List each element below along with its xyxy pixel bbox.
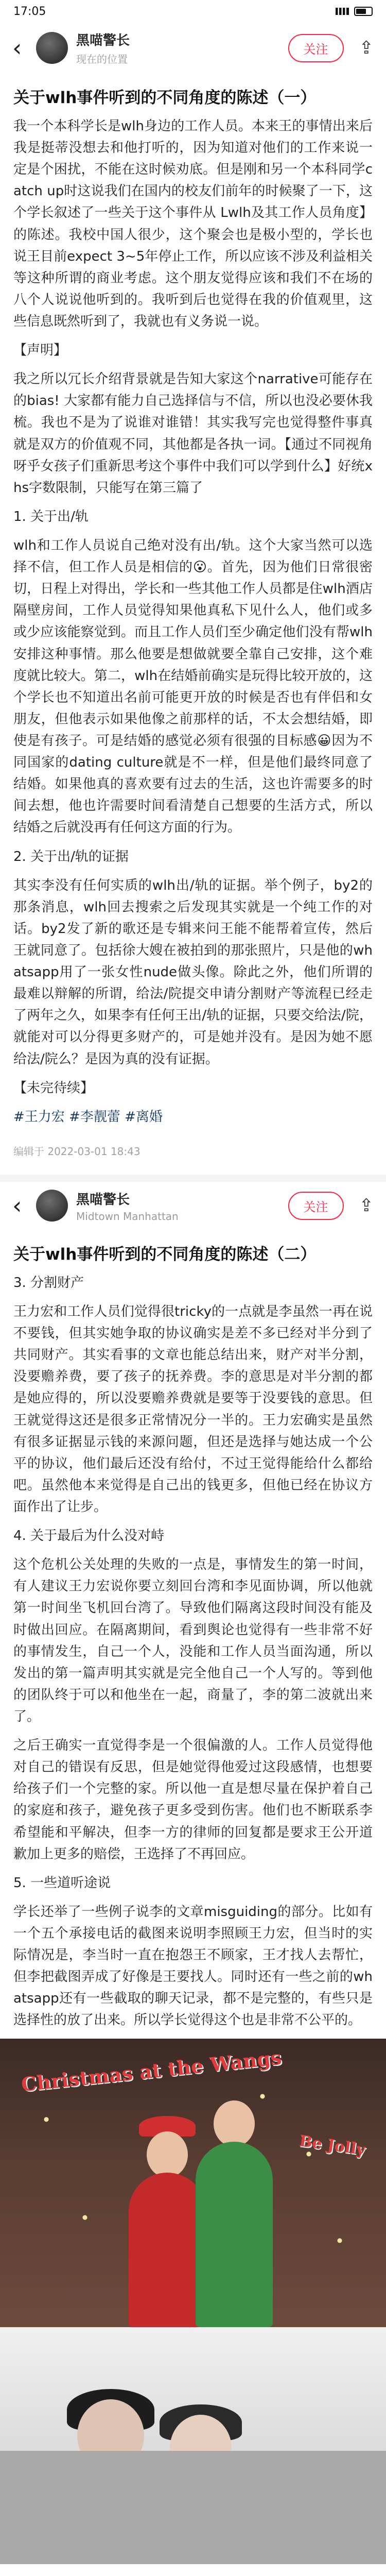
author-name[interactable]: 黑喵警长 [76,33,130,48]
author-block [76,30,280,66]
post-paragraph: 1. 关于出/轨 [13,509,89,524]
post-paragraph: 之后王确实一直觉得李是一个很偏激的人。工作人员觉得他对自己的错误有反思，但是她觉得他爱过这段感情，也想要给孩子们一个完整的家。所以他一直是想尽量在保护着自己的家庭和孩子，避免孩子更多受到伤害。他们也不断联系李希望能和平解决，但李一方的律师的回复都是要求王公开道歉加上更多的赔偿，王选择了不再回应。 [13,1738,373,1862]
post-meta [0,1135,386,1170]
follow-button[interactable]: 关注 [288,34,344,62]
post-photo[interactable] [0,2039,386,2327]
avatar[interactable] [36,32,68,64]
photo-caption: Christmas at the Wangs [20,2045,283,2096]
follow-button[interactable]: 关注 [288,1192,344,1220]
post-header [0,23,386,73]
post-paragraph: 这个危机公关处理的失败的一点是，事情发生的第一时间，有人建议王力宏说你要立刻回台湾和李见面协调，所以他就第一时间坐飞机回台湾了。导致他们隔离这段时间没有能及时做出回应。在隔离期间，看到舆论也觉得有一些非常不好的事情发生，自己一个人，没能和工作人员当面沟通，所以发出的第一篇声明其实就是完全他自己一个人写的。等到他的团队终于可以和他坐在一起，商量了，李的第二波就出来了。 [13,1557,373,1724]
person-figure [129,2173,206,2327]
post-title: 关于wlh事件听到的不同角度的陈述（一） [13,89,317,107]
post-title: 关于wlh事件听到的不同角度的陈述（二） [13,1245,317,1264]
post-body [0,73,386,1128]
post-paragraph: 2. 关于出/轨的证据 [13,849,129,865]
author-location: 现在的位置 [76,53,128,65]
share-icon[interactable]: ⇪ [359,1195,374,1216]
post-paragraph: wlh和工作人员说自己绝对没有出/轨。这个大家当然可以选择不信，但工作人员是相信的😮。首先，因为他们日常很密切，日程上对得出，学长和一些其他工作人员都是住wlh酒店隔壁房间，工作人员觉得知果他真私下见什么人，他们或多或少应该能察觉到。而且工作人员们至少确定他们没有帮wlh安排这种事情。那么他要是想做就要全靠自己安排，这个难度就比较大。第二，wlh在结婚前确实是玩得比较开放的，这个学长也不知道出名前可能更开放的时候是否也有伴侣和女朋友，但他表示如果他像之前那样的话，不太会想结婚，即使是有孩子。可是结婚的感觉必须有很强的目标感😀因为不同国家的dating culture就是不一样，但是他们最终同意了结婚。如果他真的喜欢要有过去的生活，这也许需要多的时间去想，他也许需要时间看清楚自己想要的生活方式，所以结婚之后就没再有任何这方面的行为。 [13,538,373,836]
post-photo[interactable] [0,2327,386,2564]
post-paragraph: 学长还举了一些例子说李的文章misguiding的部分。比如有一个五个承接电话的截图来说明李照顾王力宏，但当时的实际情况是，李当时一直在抱怨王不顾家，王才找人去帮忙，但李把截图弄成了好像是王要找人。同时还有一些之前的whatsapp还有一些截取的聊天记录，都不是完整的，有些只是选择性的放了出来。所以学长觉得这个也是非常不公平的。 [13,1904,373,2028]
post-header-2 [0,1182,386,1230]
post-paragraph: 3. 分割财产 [13,1275,84,1291]
post-paragraph: 其实李没有任何实质的wlh出/轨的证据。举个例子，by2的那条消息，wlh回去搜索之后发现其实就是一个纯工作的对话。by2发了新的歌还是专辑来问王能不能帮着宣传，然后王就同意了。包括徐大嫂在被拍到的那张照片，只是他的whatsapp用了一张女性nude做头像。除此之外，他们所谓的最难以辩解的所谓，给法/院提交申请分割财产等流程已经走了两年之久，如果李有任何王出/轨的证据，只要交给法/院，就能对可以分得更多财产的，可是她并没有。是因为她不愿给法/院么？是因为真的没有证据。 [13,877,373,1067]
post-hashtags[interactable]: #王力宏 #李靓蕾 #离婚 [13,1109,163,1125]
person-head [147,2131,188,2178]
back-icon[interactable]: ‹ [12,34,22,62]
post-paragraph: 5. 一些道听途说 [13,1875,111,1891]
status-icons [336,7,373,16]
blanket [0,2451,386,2564]
photo-caption: Be Jolly [297,2131,366,2159]
battery-icon [354,7,373,16]
avatar[interactable] [36,1190,68,1222]
author-block [76,1189,280,1223]
person-figure [196,2142,273,2327]
post-paragraph: 我一个本科学长是wlh身边的工作人员。本来王的事情出来后我是挺蒂没想去和他打听的，因为知道对他们的工作来说一定是个困扰，不能在这时候劝底。但是刚和另一个本科同学catch up时这说我们在国内的校友们前年的时候聚了一下，这个学长叙述了一些关于这个事件从 Lwlh及其工作人员角度】的陈述。我校中国人很少，这个聚会也是极小型的，学长也说王目前expect 3~5年停止工作，所以应该不涉及利益相关等这种所谓的商业考虑。这个朋友觉得应该和我们不在场的八个人说说他听到的。我听到后也觉得在我的价值观里，这些信息既然听到了，我就也有义务说一说。 [13,118,373,330]
section-divider [0,1175,386,1182]
status-time: 17:05 [13,5,46,18]
post-paragraph: 我之所以冗长介绍背景就是告知大家这个narrative可能存在的bias! 大家都有能力自己选择信与不信，所以也没必要休我梳。我也不是为了说谁对谁错！其实我写完也觉得整件事真就是双方的价值观不同，其他都是各执一词。【通过不同视角呀乎女孩子们重新思考这个事件中我们可以学到什么】好统xhs字数限制，只能写在第三篇了 [13,371,373,496]
share-icon[interactable]: ⇪ [359,38,374,58]
post-paragraph: 【声明】 [13,343,67,359]
status-bar [0,0,386,23]
post-body-2 [0,1230,386,2031]
author-name[interactable]: 黑喵警长 [76,1192,130,1208]
author-location: Midtown Manhattan [76,1210,179,1223]
post-paragraph: 王力宏和工作人员们觉得很tricky的一点就是李虽然一再在说不要钱，但其实她争取的协议确实是差不多已经对半分到了共同财产。其实看事的文章也能总结出来，财产对半分割，没要赡养费，要了孩子的抚养费。李的意思是对半分割的都是她应得的，所以没要赡养费就是要等于没要钱的意思。但王就觉得这还是很多正常情况分一半的。王力宏确实是虽然有很多证据显示钱的来源问题，但还是选择与她达成一个公平的协议，他们最后还没有给付，不过王觉得能给什么都给吧。虽然他本来觉得是自己出的钱更多，但他已经在协议方面作出了让步。 [13,1304,373,1515]
post-timestamp: 编辑于 2022-03-01 18:43 [13,1145,141,1158]
post-paragraph: 4. 关于最后为什么没对峙 [13,1528,165,1544]
back-icon[interactable]: ‹ [12,1192,22,1220]
post-paragraph: 【未完待续】 [13,1080,94,1096]
signal-icon [336,8,349,15]
person-head [214,2100,255,2147]
